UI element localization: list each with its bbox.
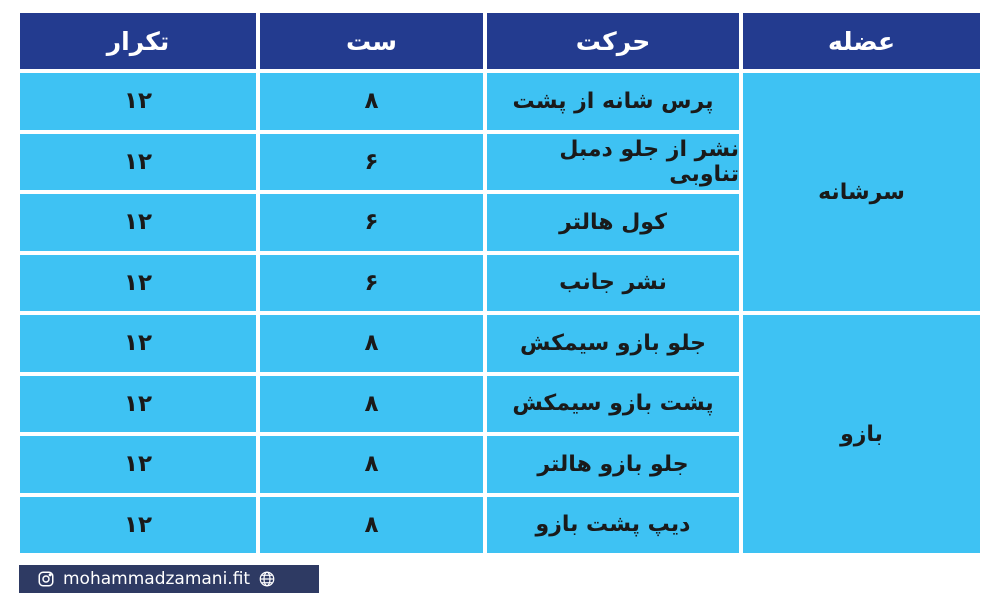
sets-cell: ۸ [258,434,485,495]
footer-bar [19,565,319,593]
globe-icon[interactable] [258,570,276,588]
header-reps: تکرار [18,11,258,71]
exercise-cell: پشت بازو سیمکش [485,374,741,435]
exercise-cell: پرس شانه از پشت [485,71,741,132]
instagram-icon[interactable] [37,570,55,588]
exercise-cell: جلو بازو هالتر [485,434,741,495]
reps-cell: ۱۲ [18,71,258,132]
sets-cell: ۶ [258,132,485,193]
header-sets: ست [258,11,485,71]
header-exercise: حرکت [485,11,741,71]
muscle-group-arm: بازو [741,313,982,555]
sets-cell: ۸ [258,374,485,435]
reps-cell: ۱۲ [18,192,258,253]
exercise-cell: کول هالتر [485,192,741,253]
sets-cell: ۶ [258,192,485,253]
sets-cell: ۸ [258,71,485,132]
exercise-cell: نشر از جلو دمبل تناوبی [485,132,741,193]
sets-cell: ۸ [258,313,485,374]
reps-cell: ۱۲ [18,434,258,495]
workout-table [18,11,982,555]
exercise-cell: جلو بازو سیمکش [485,313,741,374]
instagram-handle[interactable]: mohammadzamani.fit [63,569,251,589]
reps-cell: ۱۲ [18,253,258,314]
reps-cell: ۱۲ [18,132,258,193]
reps-cell: ۱۲ [18,313,258,374]
sets-cell: ۶ [258,253,485,314]
exercise-cell: دیپ پشت بازو [485,495,741,556]
header-muscle: عضله [741,11,982,71]
reps-cell: ۱۲ [18,374,258,435]
reps-cell: ۱۲ [18,495,258,556]
exercise-cell: نشر جانب [485,253,741,314]
sets-cell: ۸ [258,495,485,556]
muscle-group-shoulder: سرشانه [741,71,982,313]
